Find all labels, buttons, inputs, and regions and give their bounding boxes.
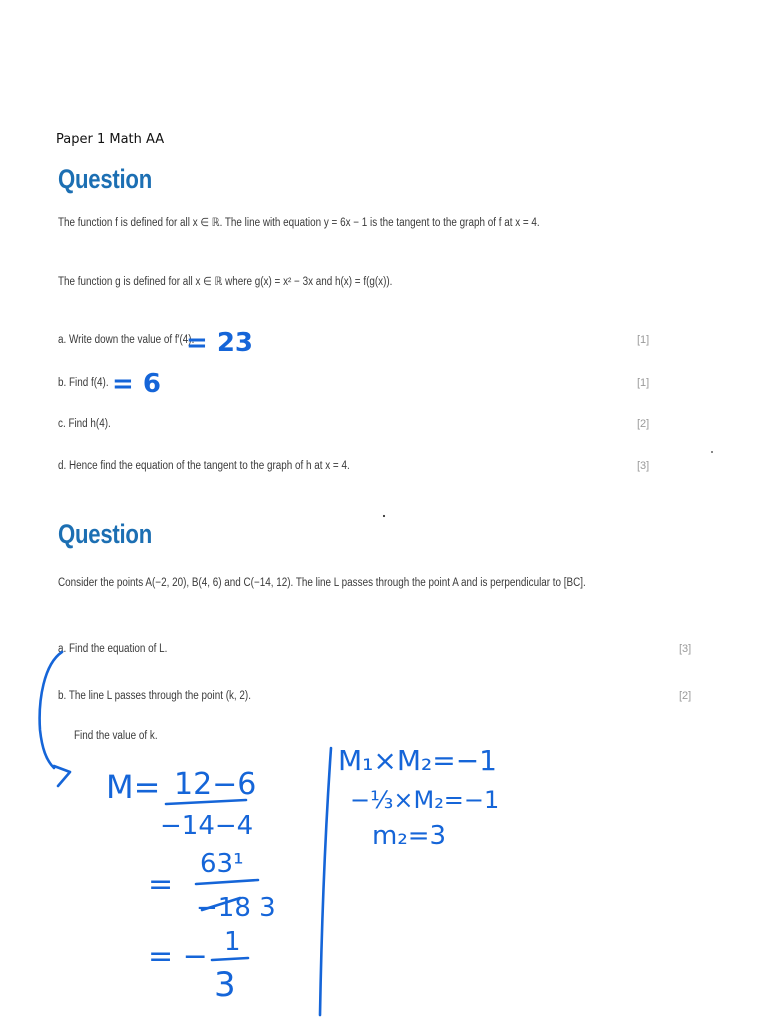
handwritten-equals: = xyxy=(148,867,174,902)
handwritten-perpendicular-condition: M₁×M₂=−1 xyxy=(338,744,497,777)
speck-mark xyxy=(383,515,385,517)
arrow-head-icon xyxy=(54,766,70,786)
question-2-subpart: Find the value of k. xyxy=(74,730,158,742)
handwritten-step3-numerator: 1 xyxy=(224,927,241,957)
bracket-arrow-curve xyxy=(40,652,62,768)
document-title: Paper 1 Math AA xyxy=(56,132,165,147)
handwritten-m-denominator: −14−4 xyxy=(160,811,254,841)
question-1-part-b-marks: [1] xyxy=(637,377,650,389)
handwritten-m-numerator: 12−6 xyxy=(174,767,257,802)
handwritten-step2-numerator: 63¹ xyxy=(200,849,244,879)
handwritten-m-label: M= xyxy=(106,768,161,806)
fraction-bar xyxy=(212,958,248,960)
question-1-part-a-marks: [1] xyxy=(637,334,650,346)
question-2-part-b: b. The line L passes through the point (k, 2). xyxy=(58,690,251,702)
handwritten-step3-prefix: = − xyxy=(148,939,208,974)
question-1-part-b: b. Find f(4). xyxy=(58,377,109,389)
question-1-heading: Question xyxy=(58,164,152,194)
speck-mark xyxy=(711,451,713,453)
question-1-part-a: a. Write down the value of f′(4). xyxy=(58,334,195,346)
question-2-part-b-marks: [2] xyxy=(679,690,692,702)
strike-through xyxy=(202,898,240,910)
fraction-bar xyxy=(166,800,246,804)
question-2-part-a: a. Find the equation of L. xyxy=(58,643,168,655)
question-1-part-c-marks: [2] xyxy=(637,418,650,430)
handwritten-substitution: −⅓×M₂=−1 xyxy=(350,786,500,814)
fraction-bar xyxy=(196,880,258,884)
question-2-heading: Question xyxy=(58,519,152,549)
question-2-intro: Consider the points A(−2, 20), B(4, 6) and C(−14, 12). The line L passes through the point A and is perpendicular to [BC]. xyxy=(58,577,586,589)
question-2-part-a-marks: [3] xyxy=(679,643,692,655)
question-1-part-d: d. Hence find the equation of the tangent to the graph of h at x = 4. xyxy=(58,460,350,472)
handwritten-answer-b: = 6 xyxy=(112,369,161,399)
divider-line xyxy=(320,748,331,1015)
question-1-intro-1: The function f is defined for all x ∈ ℝ. The line with equation y = 6x − 1 is the tangent to the graph of f at x = 4. xyxy=(58,217,540,229)
handwritten-step3-denominator: 3 xyxy=(214,965,236,1005)
handwritten-answer-a: = 23 xyxy=(186,328,254,358)
handwritten-m2-result: m₂=3 xyxy=(372,821,447,851)
question-1-part-d-marks: [3] xyxy=(637,460,650,472)
question-1-part-c: c. Find h(4). xyxy=(58,418,111,430)
handwritten-step2-denominator: −18 3 xyxy=(196,893,276,923)
question-1-intro-2: The function g is defined for all x ∈ ℝ where g(x) = x² − 3x and h(x) = f(g(x)). xyxy=(58,276,393,288)
